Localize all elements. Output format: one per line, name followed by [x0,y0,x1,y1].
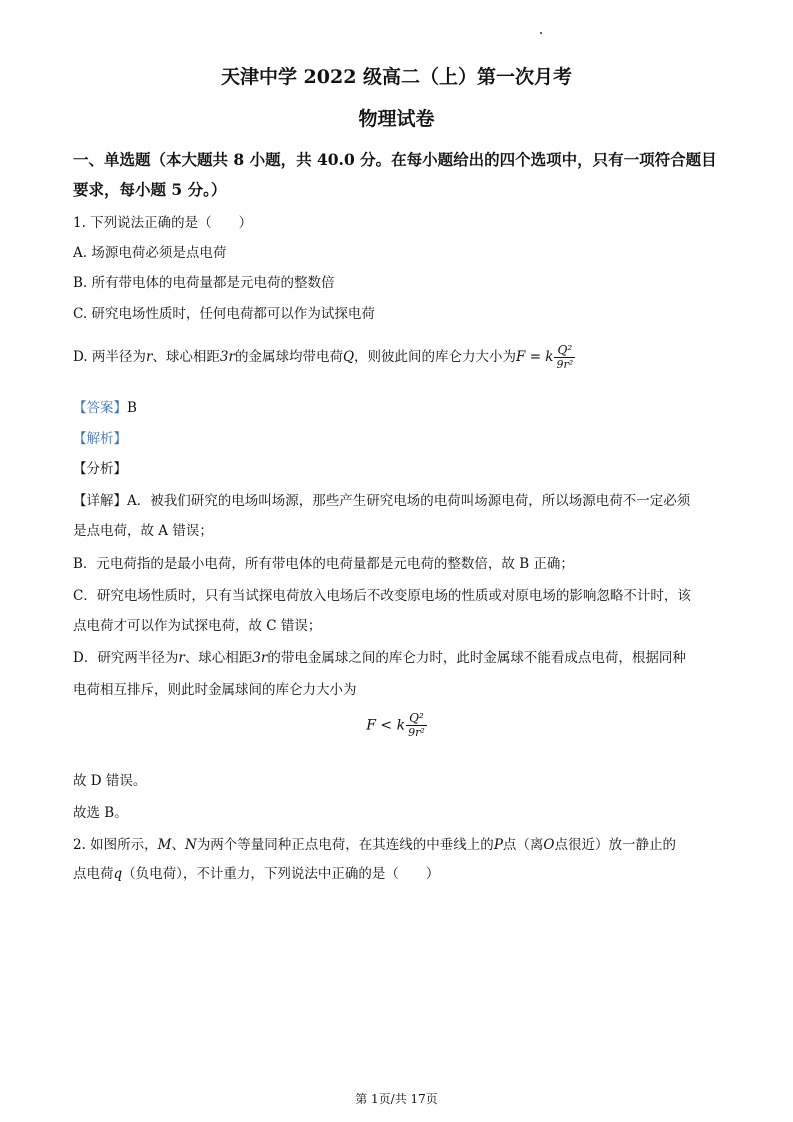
formula2-denominator: 9r² [408,726,425,739]
detail-label: 【详解】 [73,493,127,509]
q2-l2-end: （负电荷），不计重力，下列说法中正确的是（ ） [122,866,440,882]
q2-l1-pre: 2. 如图所示， [73,837,158,853]
detail-c-line1: C．研究电场性质时，只有当试探电荷放入电场后不改变原电场的性质或对原电场的影响忽略不计时，该 [73,588,691,604]
detail-a-line1 [73,491,690,511]
coulomb-formula [0,712,793,739]
speck-mark [540,32,542,34]
q1-d-mid2: 的金属球均带电荷 [234,349,343,365]
detail-b-line: B．元电荷指的是最小电荷，所有带电体的电荷量都是元电荷的整数倍，故 B 正确； [73,556,574,572]
q2-l2-pre: 点电荷 [73,866,114,882]
q2-l1-end: 点很近）放一静止的 [554,837,676,853]
detail-c-line2: 点电荷才可以作为试探电荷，故 C 错误； [73,618,322,634]
detail-d1-r: r [178,650,185,666]
page-footer: 第 1页/共 17页 [355,1092,438,1106]
detail-d1-post: 的带电金属球之间的库仑力时，此时金属球不能看成点电荷，根据同种 [267,650,686,666]
q1-d-denominator: 9r² [556,358,574,371]
q2-l1-mid2: 点（离 [502,837,544,853]
q1-d-mid: 、球心相距 [152,349,220,365]
page-subtitle: 物理试卷 [358,108,435,130]
page-title: 天津中学 2022 级高二（上）第一次月考 [220,66,573,88]
q1-d-end: ，则彼此间的库仑力大小为 [354,349,517,365]
q2-l1-P: P [493,837,503,853]
fenxi-label: 【分析】 [73,461,127,477]
answer-label: 【答案】 [73,400,127,416]
q2-line2 [73,864,439,884]
section-heading-line2: 要求，每小题 5 分。） [73,180,227,199]
q2-l1-mid: 为两个等量同种正点电荷，在其连线的中垂线上的 [196,837,494,853]
detail-a-line2: 是点电荷，故 A 错误； [73,523,213,539]
conclusion-d: 故 D 错误。 [73,773,147,789]
q1-d-3r: 3r [219,349,235,365]
detail-d1-mid: 、球心相距 [184,650,253,666]
q1-option-b: B. 所有带电体的电荷量都是元电荷的整数倍 [73,275,335,291]
q2-l1-O: O [543,837,555,853]
formula2-fraction [406,712,427,739]
q1-d-fraction [554,344,575,371]
q1-stem: 1. 下列说法正确的是（ ） [73,215,253,231]
detail-d-line2: 电荷相互排斥，则此时金属球间的库仑力大小为 [73,682,357,698]
q1-d-numerator: Q² [554,344,575,358]
section-heading-line1: 一、单选题（本大题共 8 小题，共 40.0 分。在每小题给出的四个选项中，只有一项符合题目 [73,150,717,169]
q1-option-c: C. 研究电场性质时，任何电荷都可以作为试探电荷 [73,306,375,322]
q2-line1 [73,835,676,855]
q1-d-formula-lhs: F = k [516,349,554,365]
analysis-label: 【解析】 [73,431,127,447]
detail-d1-pre: D．研究两半径为 [73,650,179,666]
q1-option-a: A. 场源电荷必须是点电荷 [73,245,227,261]
q1-d-Q: Q [342,349,355,365]
q2-l1-M: M [157,837,172,853]
formula2-numerator: Q² [406,712,427,726]
q2-l2-q: q [113,866,123,882]
choose-line: 故选 B。 [73,805,128,821]
detail-d-line1 [73,648,686,668]
q1-option-d [73,344,575,371]
q2-l1-N: N [185,837,197,853]
q1-d-text: D. 两半径为 [73,349,146,365]
q1-d-r: r [145,349,153,365]
detail-d1-3r: 3r [252,650,268,666]
answer-line [73,398,137,418]
formula2-lhs: F < k [366,717,406,734]
answer-value: B [127,400,137,416]
detail-a1: A．被我们研究的电场叫场源，那些产生研究电场的电荷叫场源电荷，所以场源电荷不一定必须 [127,493,691,509]
q2-l1-sep: 、 [171,837,185,853]
